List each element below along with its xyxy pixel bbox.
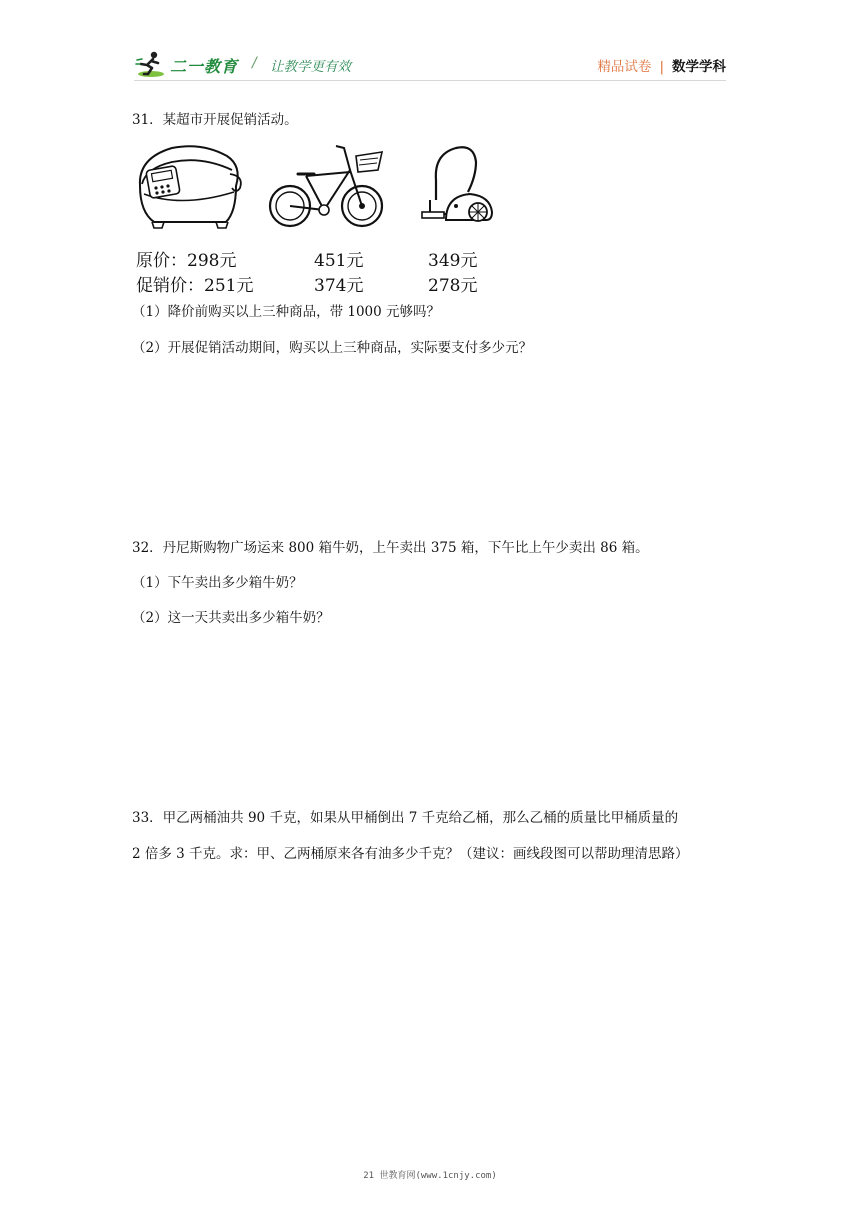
price-bicycle: 451元 (314, 251, 364, 271)
q32-sub2: （2）这一天共卖出多少箱牛奶？ (132, 610, 330, 626)
price-rice-cooker: 298元 (187, 251, 237, 271)
header-right (597, 55, 726, 75)
q33-line1: 33．甲乙两桶油共 90 千克，如果从甲桶倒出 7 千克给乙桶，那么乙桶的质量比甲桶质量的 (132, 810, 679, 826)
header-right-label: 精品试卷 (597, 59, 652, 75)
q33-line2: 2 倍多 3 千克。求：甲、乙两桶原来各有油多少千克？（建议：画线段图可以帮助理清思路） (132, 846, 689, 862)
q31-sub2: （2）开展促销活动期间，购买以上三种商品，实际要支付多少元？ (132, 340, 533, 356)
runner-logo-icon (134, 50, 164, 78)
promo-bicycle: 374元 (314, 276, 364, 296)
promo-price-label: 促销价： (136, 276, 204, 296)
vacuum-cleaner-icon (416, 140, 498, 228)
q31-product-figure (130, 138, 510, 298)
q31-sub1: （1）降价前购买以上三种商品，带 1000 元够吗？ (132, 304, 441, 320)
subject-label: 数学学科 (672, 59, 726, 75)
q32-title: 32．丹尼斯购物广场运来 800 箱牛奶，上午卖出 375 箱，下午比上午少卖出 86 箱。 (132, 540, 649, 556)
bicycle-icon (266, 140, 388, 232)
q31-title: 31．某超市开展促销活动。 (132, 112, 298, 128)
slogan-separator: / (252, 55, 257, 71)
page-header (0, 0, 860, 90)
promo-rice-cooker: 251元 (204, 276, 254, 296)
promo-vacuum: 278元 (428, 276, 478, 296)
q32-sub1: （1）下午卖出多少箱牛奶？ (132, 575, 303, 591)
rice-cooker-icon (132, 138, 244, 230)
brand-name: 二一教育 (170, 57, 239, 76)
header-right-separator: | (659, 59, 664, 75)
slogan: 让教学更有效 (270, 59, 351, 75)
original-price-label: 原价： (136, 251, 187, 271)
page-footer: 21 世教育网(www.1cnjy.com) (363, 1171, 497, 1181)
header-divider (134, 80, 726, 81)
price-vacuum: 349元 (428, 251, 478, 271)
